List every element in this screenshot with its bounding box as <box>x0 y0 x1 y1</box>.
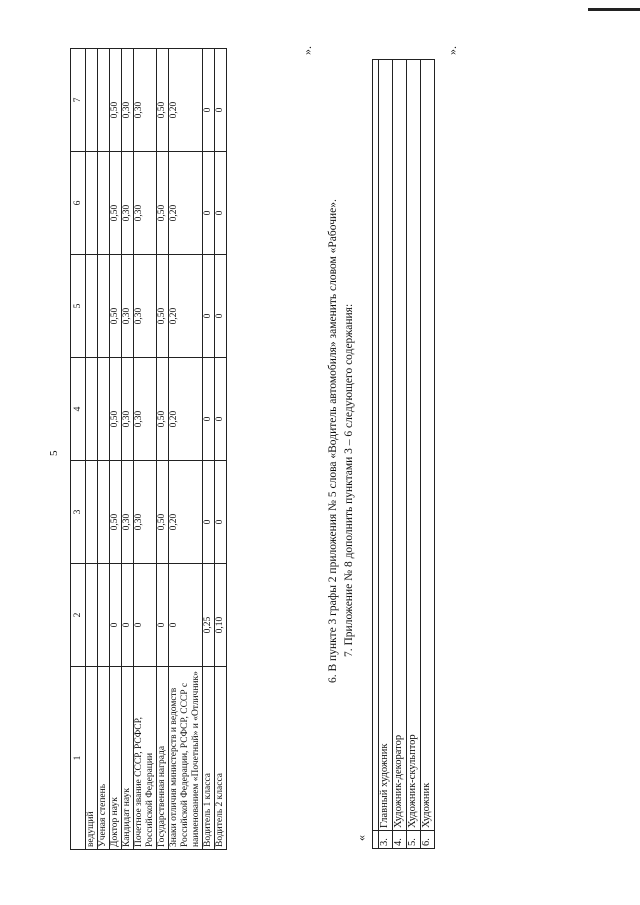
table-cell <box>86 358 98 461</box>
table-row <box>407 60 421 849</box>
table-cell: 0,20 <box>169 358 203 461</box>
positions-table-body <box>373 60 435 849</box>
table-cell: 0,30 <box>134 461 157 564</box>
position-name: Художник <box>421 60 435 831</box>
table-cell: 0 <box>215 49 227 152</box>
table-cell: 0 <box>215 358 227 461</box>
table-cell: 0,30 <box>134 358 157 461</box>
table-cell: 0,30 <box>134 49 157 152</box>
table-cell: 0,50 <box>157 358 169 461</box>
table-cell: 0 <box>203 152 215 255</box>
row-label: Доктор наук <box>110 667 122 850</box>
table-row <box>110 49 122 850</box>
table-row <box>98 49 110 850</box>
table-row <box>393 60 407 849</box>
table-cell: 0,50 <box>110 461 122 564</box>
column-number: 7 <box>71 49 86 152</box>
position-name: Художник-скульптор <box>407 60 421 831</box>
table-cell: 0 <box>215 255 227 358</box>
table-cell: 0,30 <box>122 49 134 152</box>
table-cell: 0,20 <box>169 152 203 255</box>
table-cell: 0,30 <box>134 255 157 358</box>
item-number: 4. <box>393 831 407 849</box>
column-number: 3 <box>71 461 86 564</box>
table-row <box>134 49 157 850</box>
table-cell <box>86 255 98 358</box>
table-cell <box>98 255 110 358</box>
table-cell: 0,10 <box>215 564 227 667</box>
table-cell: 0 <box>110 564 122 667</box>
table-cell <box>98 461 110 564</box>
position-name: Художник-декоратор <box>393 60 407 831</box>
closing-quote: ». <box>300 46 314 55</box>
table-cell: 0 <box>203 461 215 564</box>
column-number: 6 <box>71 152 86 255</box>
table-cell: 0,50 <box>110 49 122 152</box>
table-cell: 0,30 <box>122 358 134 461</box>
table-cell: 0,30 <box>122 461 134 564</box>
table-cell: 0,30 <box>122 152 134 255</box>
table-cell: 0 <box>122 564 134 667</box>
table-cell: 0,20 <box>169 461 203 564</box>
table-cell <box>98 49 110 152</box>
table-row <box>203 49 215 850</box>
opening-quote: « <box>354 835 368 841</box>
positions-table <box>372 59 435 849</box>
row-label: Почетное звание СССР, РСФСР, Российской Федерации <box>134 667 157 850</box>
table-cell: 0 <box>169 564 203 667</box>
row-label: Ученая степень <box>98 667 110 850</box>
table-cell: 0,50 <box>157 255 169 358</box>
table-cell <box>98 564 110 667</box>
item-number: 3. <box>379 831 393 849</box>
row-label: Знаки отличия министерств и ведомств Российской Федерации, РСФСР, СССР с наименованием «Почетный» и «Отличник» <box>169 667 203 850</box>
column-number: 2 <box>71 564 86 667</box>
coefficients-table-body <box>71 49 227 850</box>
row-label: Государственная награда <box>157 667 169 850</box>
table-cell: 0,20 <box>169 49 203 152</box>
table-row <box>169 49 203 850</box>
table-row <box>379 60 393 849</box>
paragraph-6: 6. В пункте 3 графы 2 приложения № 5 слова «Водитель автомобиля» заменить словом «Рабочие». <box>327 199 339 683</box>
row-label: Водитель 1 класса <box>203 667 215 850</box>
table-cell <box>98 152 110 255</box>
table-cell: 0,30 <box>134 152 157 255</box>
column-number: 5 <box>71 255 86 358</box>
table-cell: 0 <box>157 564 169 667</box>
table-cell: 0 <box>203 49 215 152</box>
table-cell: 0,30 <box>122 255 134 358</box>
closing-quote: ». <box>445 46 459 55</box>
table-cell <box>86 461 98 564</box>
table-cell: 0 <box>215 461 227 564</box>
column-number: 4 <box>71 358 86 461</box>
table-cell: 0,25 <box>203 564 215 667</box>
table-cell <box>86 49 98 152</box>
table-cell <box>98 358 110 461</box>
table-cell: 0,50 <box>110 358 122 461</box>
table-cell: 0,50 <box>157 461 169 564</box>
table-cell: 0 <box>134 564 157 667</box>
table-cell <box>86 152 98 255</box>
row-label: Кандидат наук <box>122 667 134 850</box>
table-header-row <box>71 49 86 850</box>
table-row <box>215 49 227 850</box>
table-cell: 0,20 <box>169 255 203 358</box>
row-label: Водитель 2 класса <box>215 667 227 850</box>
table-row <box>86 49 98 850</box>
column-number: 1 <box>71 667 86 850</box>
table-cell: 0 <box>203 358 215 461</box>
table-cell: 0,50 <box>110 152 122 255</box>
table-cell: 0,50 <box>157 152 169 255</box>
paragraph-7: 7. Приложение № 8 дополнить пунктами 3 – 6 следующего содержания: <box>343 303 355 657</box>
table-row <box>122 49 134 850</box>
table-row <box>421 60 435 849</box>
table-cell: 0,50 <box>110 255 122 358</box>
table-cell: 0 <box>203 255 215 358</box>
table-cell: 0,50 <box>157 49 169 152</box>
position-name: Главный художник <box>379 60 393 831</box>
table-cell <box>86 564 98 667</box>
table-cell: 0 <box>215 152 227 255</box>
item-number: 6. <box>421 831 435 849</box>
item-number: 5. <box>407 831 421 849</box>
table-row <box>157 49 169 850</box>
page-number: 5 <box>48 450 60 456</box>
coefficients-table <box>70 48 227 850</box>
row-label: ведущий <box>86 667 98 850</box>
